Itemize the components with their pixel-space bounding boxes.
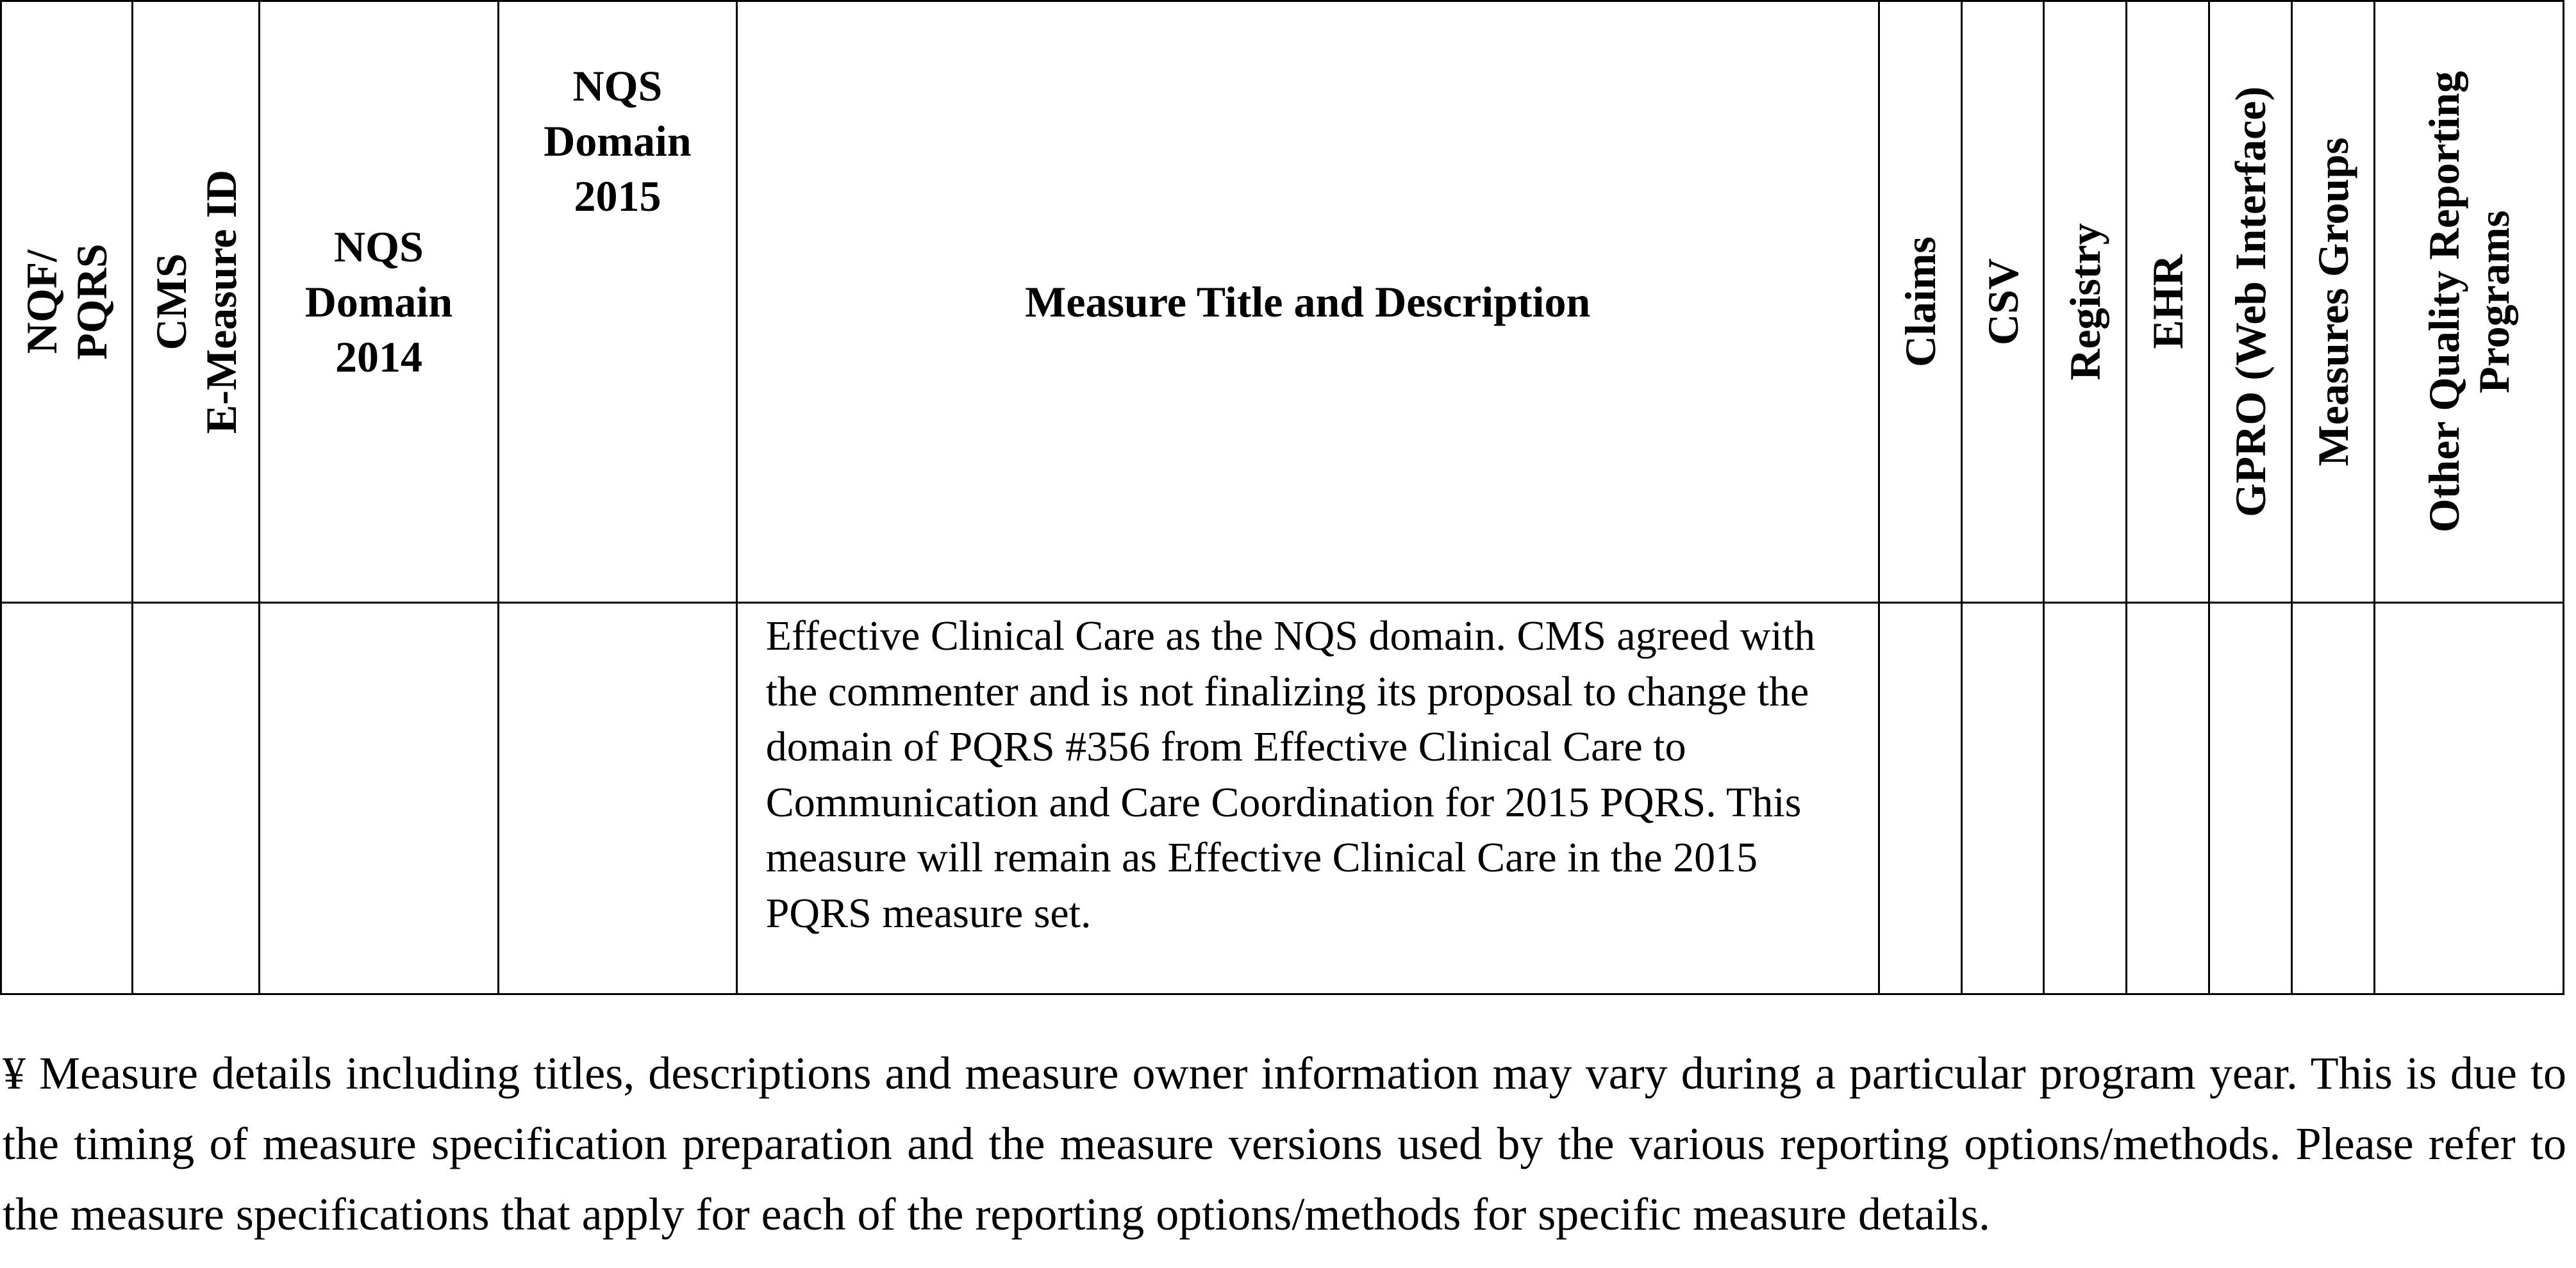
footnote: ¥ Measure details including titles, descriptions and measure owner information may vary during a particular program year. This is due to the timing of measure specification preparation and the measure versions used by the various reporting options/methods. Please refer to the measure specifications that apply for each of the reporting options/methods for specific measure details.	[3, 1048, 2566, 1240]
header-nqs-2015-line-1: NQS	[572, 62, 663, 110]
header-csv	[1961, 1, 2044, 603]
cell-cms-emeasure-id	[133, 603, 259, 994]
header-registry-text: Registry	[2061, 223, 2110, 381]
header-claims-text: Claims	[1895, 236, 1945, 367]
header-nqf-pqrs	[1, 1, 133, 603]
header-other-programs-line-2: Programs	[2469, 210, 2518, 393]
header-nqf-pqrs-line-2: PQRS	[67, 243, 117, 360]
cell-csv	[1961, 603, 2044, 994]
header-claims	[1879, 1, 1961, 603]
header-gpro	[2209, 1, 2292, 603]
header-nqf-pqrs-line-1: NQF/	[17, 249, 67, 354]
header-cms-emeasure-id	[133, 1, 259, 603]
header-csv-text: CSV	[1978, 258, 2027, 346]
header-other-programs-line-1: Other Quality Reporting	[2419, 70, 2468, 533]
header-nqs-2015-line-3: 2015	[574, 172, 661, 220]
header-measure-title-text: Measure Title and Description	[1025, 277, 1591, 326]
header-nqs-2014-line-3: 2014	[335, 333, 422, 381]
cell-other-programs	[2374, 603, 2563, 994]
cell-measure-description	[736, 603, 1879, 994]
header-measures-groups	[2292, 1, 2375, 603]
header-cms-line-2: E-Measure ID	[196, 169, 245, 434]
header-ehr-text: EHR	[2143, 254, 2193, 349]
table-header-row	[1, 1, 2564, 603]
header-nqs-2014-line-2: Domain	[304, 277, 453, 326]
header-nqs-2015-line-2: Domain	[544, 117, 692, 165]
cell-nqf-pqrs	[1, 603, 133, 994]
cell-claims	[1879, 603, 1961, 994]
header-cms-line-1: CMS	[146, 253, 195, 350]
cell-gpro	[2209, 603, 2292, 994]
cell-nqs-domain-2014	[259, 603, 499, 994]
cell-registry	[2044, 603, 2127, 994]
header-gpro-text: GPRO (Web Interface)	[2226, 86, 2275, 518]
cell-measures-groups	[2292, 603, 2375, 994]
header-nqs-domain-2015	[499, 1, 737, 603]
header-nqs-domain-2014	[259, 1, 499, 603]
header-ehr	[2127, 1, 2209, 603]
header-other-programs	[2374, 1, 2563, 603]
header-measures-groups-text: Measures Groups	[2308, 137, 2357, 466]
header-measure-title	[736, 1, 1879, 603]
header-nqs-2014-line-1: NQS	[334, 222, 424, 271]
cell-nqs-domain-2015	[499, 603, 737, 994]
cell-ehr	[2127, 603, 2209, 994]
header-registry	[2044, 1, 2127, 603]
measure-description-text: Effective Clinical Care as the NQS domain. CMS agreed with the commenter and is not finalizing its proposal to change the domain of PQRS #356 from Effective Clinical Care to Communication and Care Coordination for 2015 PQRS. This measure will remain as Effective Clinical Care in the 2015 PQRS measure set.	[765, 613, 1816, 937]
table-row	[1, 603, 2564, 994]
